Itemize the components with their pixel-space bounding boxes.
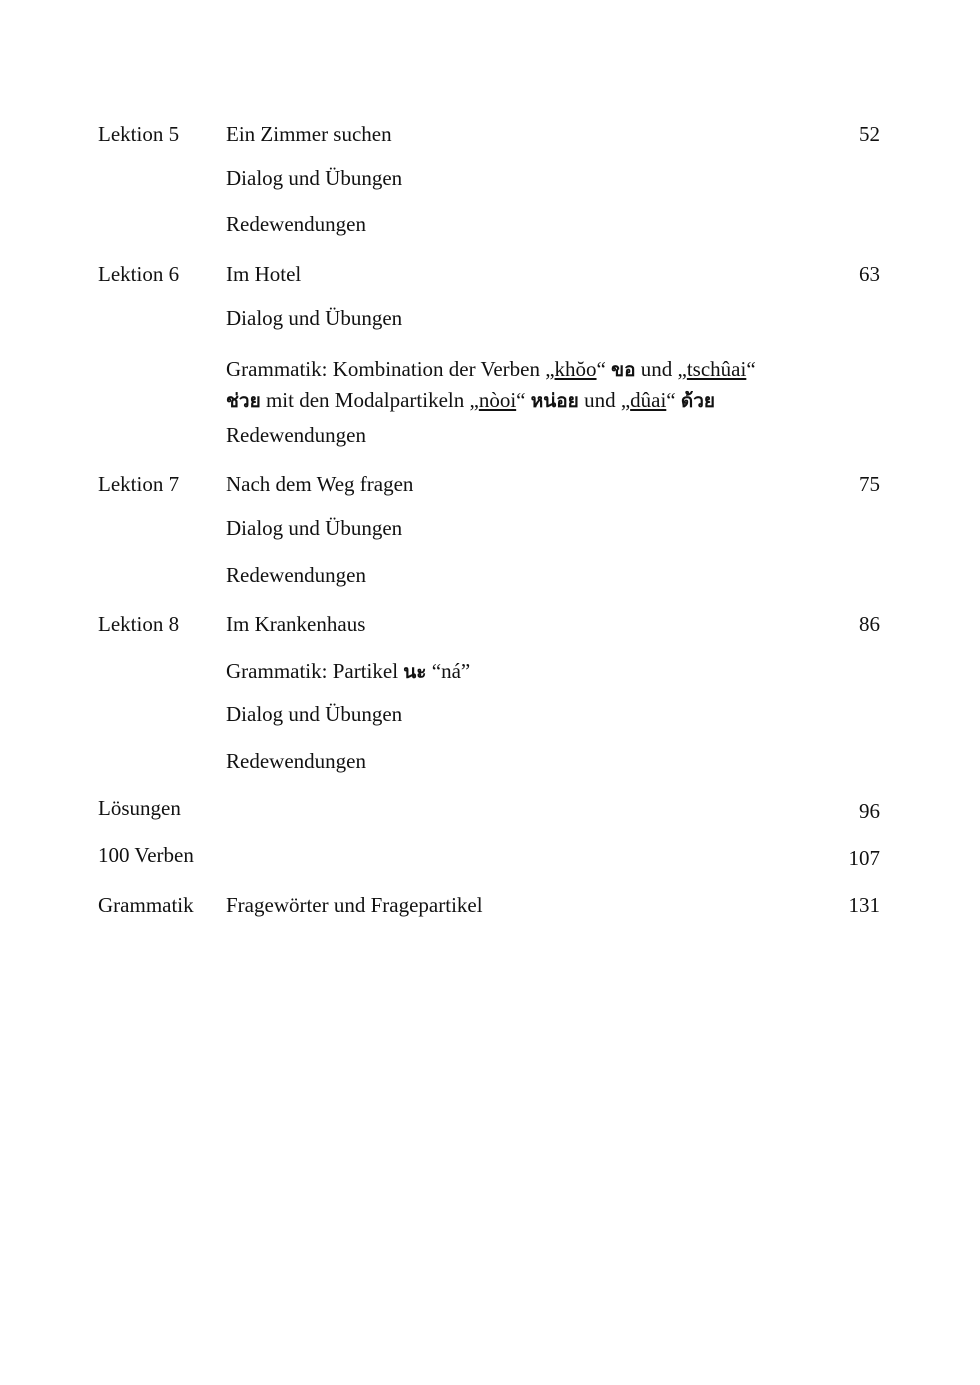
lesson-8-label: Lektion 8 <box>98 612 180 636</box>
lesson-5-phrases-entry[interactable]: Redewendungen <box>226 212 366 236</box>
lesson-6-phrases-entry[interactable]: Redewendungen <box>226 423 366 447</box>
lesson-5-page-number: 52 <box>859 122 880 146</box>
word-tschuai: tschûai <box>686 357 747 381</box>
lesson-5-dialog-entry[interactable]: Dialog und Übungen <box>226 166 403 190</box>
closing-quote: “ <box>666 388 681 412</box>
lesson-8-page-number: 86 <box>859 612 880 636</box>
verbs-label[interactable]: 100 Verben <box>98 843 194 867</box>
particle-transliteration: “ná” <box>426 659 471 683</box>
thai-word-khoo: ขอ <box>611 359 636 381</box>
lesson-8-title[interactable]: Im Krankenhaus <box>226 612 366 636</box>
lesson-8-phrases-entry[interactable]: Redewendungen <box>226 749 366 773</box>
connector-und: und „ <box>635 357 687 381</box>
solutions-label[interactable]: Lösungen <box>98 796 181 820</box>
grammar-prefix-text: Grammatik: Partikel <box>226 659 404 683</box>
thai-word-nooi: หน่อย <box>530 390 579 412</box>
grammar-section-page-number: 131 <box>848 893 880 917</box>
closing-quote: “ <box>516 388 531 412</box>
thai-particle-na: นะ <box>403 661 427 683</box>
grammar-section-label: Grammatik <box>98 893 194 917</box>
grammar-prefix-text: Grammatik: Kombination der Verben „ <box>226 357 555 381</box>
lesson-7-title[interactable]: Nach dem Weg fragen <box>226 472 414 496</box>
connector-und: und „ <box>578 388 631 412</box>
thai-word-duai: ด้วย <box>680 390 716 412</box>
solutions-page-number: 96 <box>859 799 880 823</box>
modal-particles-text: mit den Modalpartikeln „ <box>260 388 479 412</box>
lesson-6-grammar-line-2[interactable] <box>226 390 715 411</box>
lesson-6-label: Lektion 6 <box>98 262 180 286</box>
word-nooi: nòoi <box>478 388 517 412</box>
lesson-8-grammar-entry[interactable] <box>226 661 470 682</box>
lesson-6-grammar-line-1[interactable] <box>226 359 756 380</box>
lesson-5-label: Lektion 5 <box>98 122 180 146</box>
lesson-7-dialog-entry[interactable]: Dialog und Übungen <box>226 516 403 540</box>
grammar-section-title[interactable]: Fragewörter und Fragepartikel <box>226 893 483 917</box>
word-duai: dûai <box>630 388 667 412</box>
lesson-6-dialog-entry[interactable]: Dialog und Übungen <box>226 306 403 330</box>
thai-word-tschuai: ช่วย <box>226 390 261 412</box>
lesson-6-title[interactable]: Im Hotel <box>226 262 302 286</box>
lesson-5-title[interactable]: Ein Zimmer suchen <box>226 122 392 146</box>
closing-quote: “ <box>746 357 756 381</box>
closing-quote: “ <box>596 357 612 381</box>
lesson-7-label: Lektion 7 <box>98 472 180 496</box>
lesson-7-page-number: 75 <box>859 472 880 496</box>
word-khoo: khŏo <box>554 357 597 381</box>
lesson-7-phrases-entry[interactable]: Redewendungen <box>226 563 366 587</box>
lesson-6-page-number: 63 <box>859 262 880 286</box>
verbs-page-number: 107 <box>848 846 880 870</box>
lesson-8-dialog-entry[interactable]: Dialog und Übungen <box>226 702 403 726</box>
